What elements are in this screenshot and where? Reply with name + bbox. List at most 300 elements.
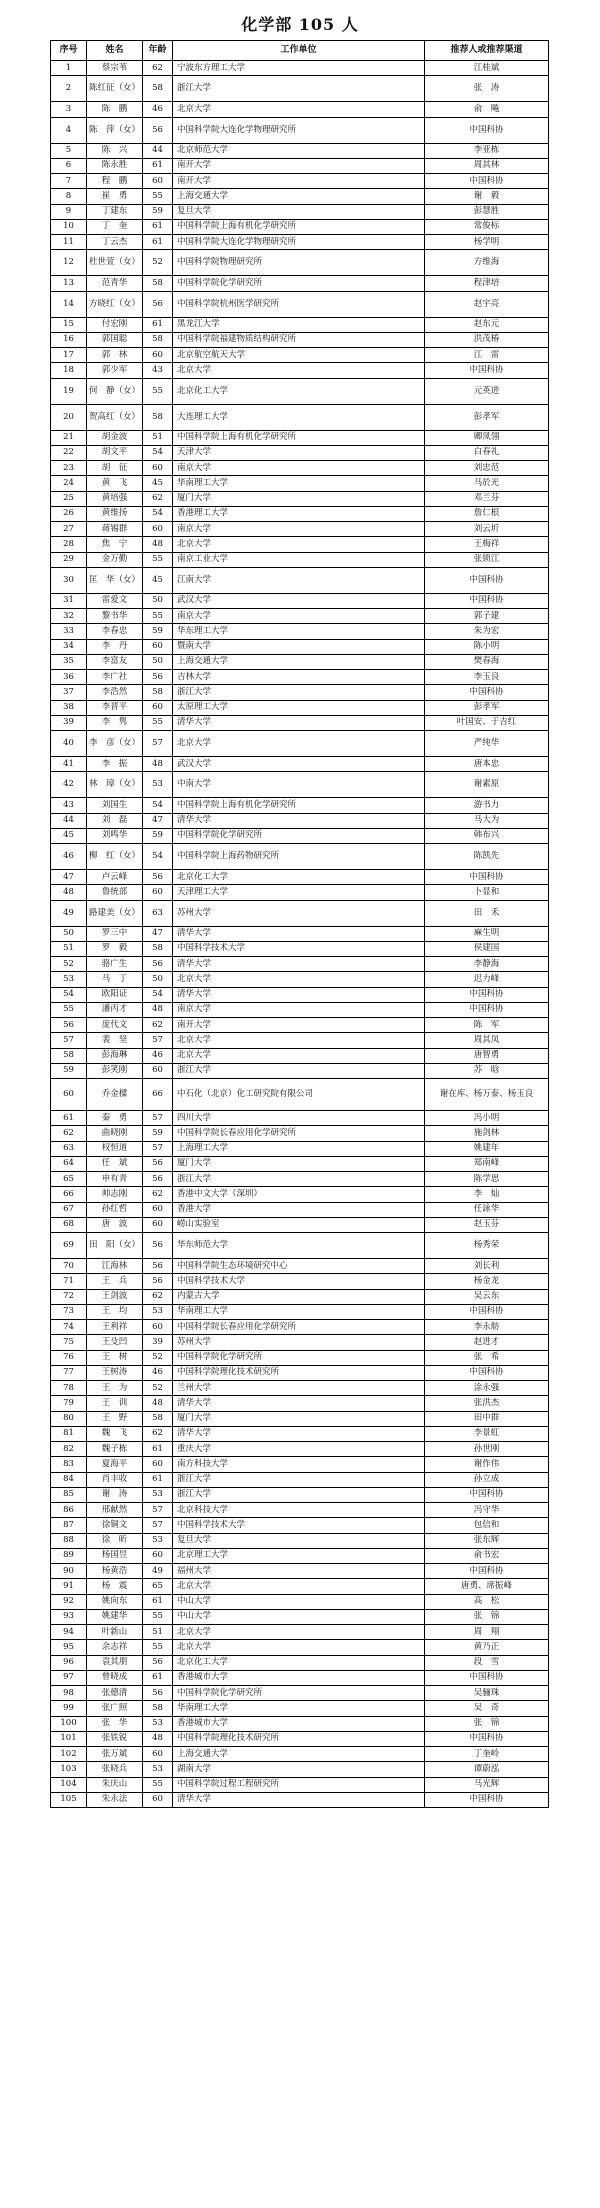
- cell-recommender: 方维海: [425, 250, 549, 276]
- cell-name: 刘 磊: [87, 813, 143, 828]
- cell-unit: 内蒙古大学: [173, 1289, 425, 1304]
- cell-recommender: 俞书宏: [425, 1548, 549, 1563]
- cell-unit: 清华大学: [173, 1396, 425, 1411]
- cell-age: 53: [143, 1716, 173, 1731]
- table-row: [51, 1503, 549, 1518]
- cell-recommender: 张 锦: [425, 1609, 549, 1624]
- table-row: [51, 1156, 549, 1171]
- cell-age: 66: [143, 1079, 173, 1111]
- cell-recommender: 韩布兴: [425, 828, 549, 843]
- header-unit: 工作单位: [173, 41, 425, 61]
- cell-unit: 宁波东方理工大学: [173, 61, 425, 76]
- table-row: [51, 363, 549, 378]
- table-row: [51, 654, 549, 669]
- cell-unit: 中国科学院化学研究所: [173, 1350, 425, 1365]
- table-row: [51, 972, 549, 987]
- cell-age: 57: [143, 1141, 173, 1156]
- cell-name: 徐铜文: [87, 1518, 143, 1533]
- cell-recommender: 中国科协: [425, 593, 549, 608]
- cell-index: 66: [51, 1187, 87, 1202]
- cell-recommender: 郑南峰: [425, 1156, 549, 1171]
- cell-index: 3: [51, 102, 87, 117]
- cell-unit: 苏州大学: [173, 900, 425, 926]
- cell-recommender: 彭孝军: [425, 404, 549, 430]
- cell-unit: 北京化工大学: [173, 378, 425, 404]
- cell-age: 48: [143, 1731, 173, 1746]
- table-row: [51, 772, 549, 798]
- cell-age: 59: [143, 1126, 173, 1141]
- cell-age: 56: [143, 957, 173, 972]
- cell-age: 58: [143, 76, 173, 102]
- cell-index: 43: [51, 798, 87, 813]
- table-row: [51, 813, 549, 828]
- cell-index: 35: [51, 654, 87, 669]
- cell-unit: 北京大学: [173, 731, 425, 757]
- cell-index: 23: [51, 461, 87, 476]
- cell-unit: 天津大学: [173, 445, 425, 460]
- cell-index: 93: [51, 1609, 87, 1624]
- cell-unit: 上海交通大学: [173, 654, 425, 669]
- table-row: [51, 1457, 549, 1472]
- cell-index: 49: [51, 900, 87, 926]
- cell-unit: 清华大学: [173, 926, 425, 941]
- cell-index: 16: [51, 332, 87, 347]
- cell-age: 53: [143, 1304, 173, 1319]
- cell-recommender: 叶国安、于吉红: [425, 715, 549, 730]
- cell-name: 崔 勇: [87, 189, 143, 204]
- cell-index: 48: [51, 885, 87, 900]
- cell-name: 黄维扬: [87, 506, 143, 521]
- cell-age: 50: [143, 593, 173, 608]
- cell-index: 54: [51, 987, 87, 1002]
- cell-age: 58: [143, 276, 173, 291]
- cell-index: 91: [51, 1579, 87, 1594]
- cell-index: 26: [51, 506, 87, 521]
- cell-unit: 中山大学: [173, 1594, 425, 1609]
- cell-recommender: 高 松: [425, 1594, 549, 1609]
- cell-unit: 厦门大学: [173, 491, 425, 506]
- cell-age: 56: [143, 1655, 173, 1670]
- cell-unit: 四川大学: [173, 1111, 425, 1126]
- cell-unit: 浙江大学: [173, 1487, 425, 1502]
- cell-name: 杨国昱: [87, 1548, 143, 1563]
- table-row: [51, 291, 549, 317]
- cell-recommender: 陈凯先: [425, 844, 549, 870]
- cell-recommender: 中国科协: [425, 987, 549, 1002]
- cell-name: 黄 飞: [87, 476, 143, 491]
- cell-index: 10: [51, 219, 87, 234]
- cell-index: 55: [51, 1002, 87, 1017]
- table-row: [51, 506, 549, 521]
- table-row: [51, 957, 549, 972]
- cell-recommender: 中国科协: [425, 685, 549, 700]
- cell-index: 101: [51, 1731, 87, 1746]
- cell-name: 袁其朋: [87, 1655, 143, 1670]
- cell-index: 34: [51, 639, 87, 654]
- cell-name: 王 均: [87, 1304, 143, 1319]
- cell-age: 60: [143, 1202, 173, 1217]
- cell-index: 51: [51, 941, 87, 956]
- cell-age: 62: [143, 1426, 173, 1441]
- cell-age: 55: [143, 552, 173, 567]
- cell-unit: 吉林大学: [173, 670, 425, 685]
- cell-age: 55: [143, 1609, 173, 1624]
- cell-age: 65: [143, 1579, 173, 1594]
- cell-age: 51: [143, 430, 173, 445]
- cell-unit: 北京科技大学: [173, 1503, 425, 1518]
- cell-index: 97: [51, 1670, 87, 1685]
- cell-name: 付宏刚: [87, 317, 143, 332]
- cell-index: 70: [51, 1259, 87, 1274]
- cell-unit: 南京大学: [173, 461, 425, 476]
- cell-age: 53: [143, 772, 173, 798]
- table-row: [51, 537, 549, 552]
- cell-name: 雷爱文: [87, 593, 143, 608]
- table-row: [51, 715, 549, 730]
- cell-unit: 中国科学院福建物质结构研究所: [173, 332, 425, 347]
- cell-name: 李广社: [87, 670, 143, 685]
- cell-name: 郭 林: [87, 348, 143, 363]
- cell-index: 86: [51, 1503, 87, 1518]
- cell-recommender: 程津培: [425, 276, 549, 291]
- cell-recommender: 黄乃正: [425, 1640, 549, 1655]
- cell-age: 53: [143, 1487, 173, 1502]
- cell-unit: 北京航空航天大学: [173, 348, 425, 363]
- cell-recommender: 江 雷: [425, 348, 549, 363]
- cell-index: 4: [51, 117, 87, 143]
- cell-recommender: 杨秀荣: [425, 1233, 549, 1259]
- cell-name: 魏 飞: [87, 1426, 143, 1441]
- cell-name: 邢献然: [87, 1503, 143, 1518]
- cell-index: 9: [51, 204, 87, 219]
- cell-age: 61: [143, 158, 173, 173]
- cell-unit: 北京化工大学: [173, 870, 425, 885]
- cell-index: 29: [51, 552, 87, 567]
- cell-unit: 中国科学院长春应用化学研究所: [173, 1126, 425, 1141]
- cell-age: 56: [143, 1274, 173, 1289]
- cell-recommender: 陈学思: [425, 1172, 549, 1187]
- cell-unit: 武汉大学: [173, 593, 425, 608]
- cell-recommender: 孙世刚: [425, 1442, 549, 1457]
- table-row: [51, 1274, 549, 1289]
- cell-recommender: 卿凤翎: [425, 430, 549, 445]
- cell-age: 47: [143, 926, 173, 941]
- cell-index: 105: [51, 1792, 87, 1807]
- cell-name: 任 斌: [87, 1156, 143, 1171]
- cell-unit: 苏州大学: [173, 1335, 425, 1350]
- cell-recommender: 杨学明: [425, 235, 549, 250]
- cell-age: 60: [143, 1747, 173, 1762]
- cell-recommender: 冯守华: [425, 1503, 549, 1518]
- cell-age: 60: [143, 1320, 173, 1335]
- cell-name: 张铁锐: [87, 1731, 143, 1746]
- cell-index: 11: [51, 235, 87, 250]
- cell-name: 江海林: [87, 1259, 143, 1274]
- cell-unit: 上海理工大学: [173, 1141, 425, 1156]
- cell-recommender: 马大为: [425, 813, 549, 828]
- cell-age: 51: [143, 1625, 173, 1640]
- cell-unit: 北京大学: [173, 102, 425, 117]
- cell-age: 60: [143, 461, 173, 476]
- cell-age: 56: [143, 117, 173, 143]
- cell-name: 王 为: [87, 1381, 143, 1396]
- cell-recommender: 周其林: [425, 158, 549, 173]
- cell-unit: 中国科学院上海有机化学研究所: [173, 219, 425, 234]
- cell-index: 83: [51, 1457, 87, 1472]
- cell-age: 57: [143, 731, 173, 757]
- cell-index: 87: [51, 1518, 87, 1533]
- cell-name: 权恒道: [87, 1141, 143, 1156]
- header-name: 姓名: [87, 41, 143, 61]
- cell-unit: 南京大学: [173, 1002, 425, 1017]
- cell-unit: 中国科学院化学研究所: [173, 276, 425, 291]
- table-row: [51, 1079, 549, 1111]
- cell-age: 59: [143, 204, 173, 219]
- cell-name: 张万斌: [87, 1747, 143, 1762]
- cell-index: 94: [51, 1625, 87, 1640]
- cell-unit: 中国科学院上海药物研究所: [173, 844, 425, 870]
- cell-name: 卢云峰: [87, 870, 143, 885]
- table-row: [51, 1716, 549, 1731]
- table-row: [51, 317, 549, 332]
- table-row: [51, 117, 549, 143]
- cell-age: 62: [143, 491, 173, 506]
- cell-recommender: 吴 奇: [425, 1701, 549, 1716]
- cell-name: 乔金樑: [87, 1079, 143, 1111]
- candidate-table: [50, 40, 549, 1808]
- cell-recommender: 詹仁根: [425, 506, 549, 521]
- table-body: [51, 61, 549, 1808]
- cell-index: 1: [51, 61, 87, 76]
- cell-recommender: 迟力峰: [425, 972, 549, 987]
- cell-unit: 中国科学院大连化学物理研究所: [173, 235, 425, 250]
- cell-name: 张广照: [87, 1701, 143, 1716]
- cell-unit: 天津理工大学: [173, 885, 425, 900]
- cell-recommender: 中国科协: [425, 1002, 549, 1017]
- header-age: 年龄: [143, 41, 173, 61]
- cell-age: 56: [143, 291, 173, 317]
- cell-recommender: 李玉良: [425, 670, 549, 685]
- cell-recommender: 中国科协: [425, 567, 549, 593]
- cell-age: 59: [143, 624, 173, 639]
- cell-index: 24: [51, 476, 87, 491]
- cell-unit: 华南理工大学: [173, 1701, 425, 1716]
- cell-index: 57: [51, 1033, 87, 1048]
- cell-recommender: 唐本忠: [425, 757, 549, 772]
- cell-age: 53: [143, 1533, 173, 1548]
- cell-age: 57: [143, 1518, 173, 1533]
- cell-recommender: 张锁江: [425, 552, 549, 567]
- cell-index: 42: [51, 772, 87, 798]
- cell-unit: 中国科学技术大学: [173, 1274, 425, 1289]
- cell-name: 张德清: [87, 1686, 143, 1701]
- cell-name: 程 鹏: [87, 174, 143, 189]
- cell-name: 陈 兴: [87, 143, 143, 158]
- page-title: 化学部 105 人: [241, 15, 359, 34]
- cell-unit: 中国科学院上海有机化学研究所: [173, 430, 425, 445]
- cell-index: 41: [51, 757, 87, 772]
- cell-index: 30: [51, 567, 87, 593]
- cell-recommender: 姚建年: [425, 1141, 549, 1156]
- table-row: [51, 1381, 549, 1396]
- cell-age: 58: [143, 404, 173, 430]
- cell-unit: 南京大学: [173, 609, 425, 624]
- cell-recommender: 俞 飚: [425, 102, 549, 117]
- cell-unit: 中石化（北京）化工研究院有限公司: [173, 1079, 425, 1111]
- cell-name: 田 阳（女）: [87, 1233, 143, 1259]
- cell-age: 45: [143, 476, 173, 491]
- cell-age: 58: [143, 1411, 173, 1426]
- table-row: [51, 844, 549, 870]
- cell-index: 81: [51, 1426, 87, 1441]
- cell-age: 61: [143, 235, 173, 250]
- cell-age: 39: [143, 1335, 173, 1350]
- cell-name: 朱永法: [87, 1792, 143, 1807]
- cell-unit: 中国科学院化学研究所: [173, 1686, 425, 1701]
- cell-unit: 复旦大学: [173, 204, 425, 219]
- table-row: [51, 522, 549, 537]
- cell-unit: 武汉大学: [173, 757, 425, 772]
- cell-recommender: 谢 毅: [425, 189, 549, 204]
- cell-unit: 南京大学: [173, 522, 425, 537]
- cell-name: 刘鸣华: [87, 828, 143, 843]
- table-row: [51, 1033, 549, 1048]
- table-row: [51, 1187, 549, 1202]
- table-row: [51, 1018, 549, 1033]
- cell-recommender: 常俊标: [425, 219, 549, 234]
- cell-age: 56: [143, 1259, 173, 1274]
- cell-age: 54: [143, 445, 173, 460]
- cell-unit: 香港中文大学（深圳）: [173, 1187, 425, 1202]
- table-row: [51, 1518, 549, 1533]
- table-row: [51, 987, 549, 1002]
- table-row: [51, 102, 549, 117]
- cell-recommender: 李亚栋: [425, 143, 549, 158]
- cell-index: 85: [51, 1487, 87, 1502]
- cell-index: 52: [51, 957, 87, 972]
- cell-age: 62: [143, 61, 173, 76]
- cell-age: 46: [143, 102, 173, 117]
- cell-recommender: 元英进: [425, 378, 549, 404]
- cell-age: 46: [143, 1048, 173, 1063]
- cell-unit: 清华大学: [173, 957, 425, 972]
- cell-recommender: 任詠华: [425, 1202, 549, 1217]
- cell-index: 59: [51, 1063, 87, 1078]
- cell-recommender: 刘云圻: [425, 522, 549, 537]
- cell-index: 17: [51, 348, 87, 363]
- cell-name: 李 彦（女）: [87, 731, 143, 757]
- cell-unit: 上海交通大学: [173, 1747, 425, 1762]
- cell-unit: 福州大学: [173, 1564, 425, 1579]
- cell-recommender: 中国科协: [425, 1670, 549, 1685]
- cell-index: 69: [51, 1233, 87, 1259]
- cell-index: 15: [51, 317, 87, 332]
- cell-index: 102: [51, 1747, 87, 1762]
- cell-name: 丁建东: [87, 204, 143, 219]
- cell-index: 39: [51, 715, 87, 730]
- cell-name: 王树涛: [87, 1365, 143, 1380]
- cell-unit: 中国科学院物理研究所: [173, 250, 425, 276]
- cell-name: 叶新山: [87, 1625, 143, 1640]
- cell-unit: 厦门大学: [173, 1156, 425, 1171]
- cell-unit: 湖南大学: [173, 1762, 425, 1777]
- cell-index: 68: [51, 1217, 87, 1232]
- cell-index: 82: [51, 1442, 87, 1457]
- cell-index: 63: [51, 1141, 87, 1156]
- cell-age: 55: [143, 189, 173, 204]
- cell-age: 52: [143, 250, 173, 276]
- cell-name: 胡文平: [87, 445, 143, 460]
- cell-index: 90: [51, 1564, 87, 1579]
- cell-index: 8: [51, 189, 87, 204]
- table-row: [51, 404, 549, 430]
- table-row: [51, 1202, 549, 1217]
- cell-recommender: 施剑林: [425, 1126, 549, 1141]
- cell-name: 秦 勇: [87, 1111, 143, 1126]
- table-row: [51, 1442, 549, 1457]
- cell-age: 56: [143, 670, 173, 685]
- cell-unit: 南开大学: [173, 1018, 425, 1033]
- table-row: [51, 757, 549, 772]
- table-row: [51, 870, 549, 885]
- cell-age: 56: [143, 1156, 173, 1171]
- cell-recommender: 中国科协: [425, 174, 549, 189]
- table-row: [51, 1686, 549, 1701]
- cell-name: 胡金波: [87, 430, 143, 445]
- cell-index: 75: [51, 1335, 87, 1350]
- cell-index: 13: [51, 276, 87, 291]
- cell-name: 曲晓刚: [87, 1126, 143, 1141]
- cell-index: 36: [51, 670, 87, 685]
- cell-unit: 中国科学院上海有机化学研究所: [173, 798, 425, 813]
- table-row: [51, 378, 549, 404]
- cell-recommender: 张洪杰: [425, 1396, 549, 1411]
- table-row: [51, 885, 549, 900]
- cell-unit: 南开大学: [173, 174, 425, 189]
- cell-age: 57: [143, 1111, 173, 1126]
- table-row: [51, 1350, 549, 1365]
- table-row: [51, 430, 549, 445]
- table-row: [51, 1701, 549, 1716]
- table-row: [51, 926, 549, 941]
- cell-unit: 北京大学: [173, 1640, 425, 1655]
- cell-name: 裴 坚: [87, 1033, 143, 1048]
- cell-unit: 清华大学: [173, 987, 425, 1002]
- table-row: [51, 593, 549, 608]
- cell-unit: 崂山实验室: [173, 1217, 425, 1232]
- cell-name: 方晓红（女）: [87, 291, 143, 317]
- cell-recommender: 段 雪: [425, 1655, 549, 1670]
- cell-unit: 中国科学院过程工程研究所: [173, 1777, 425, 1792]
- cell-recommender: 张 锦: [425, 1716, 549, 1731]
- cell-name: 路建美（女）: [87, 900, 143, 926]
- cell-index: 18: [51, 363, 87, 378]
- cell-age: 61: [143, 1442, 173, 1457]
- table-row: [51, 1670, 549, 1685]
- cell-index: 5: [51, 143, 87, 158]
- table-row: [51, 1609, 549, 1624]
- cell-unit: 暨南大学: [173, 639, 425, 654]
- cell-age: 46: [143, 1365, 173, 1380]
- cell-unit: 中南大学: [173, 772, 425, 798]
- cell-unit: 中山大学: [173, 1609, 425, 1624]
- cell-unit: 北京大学: [173, 1033, 425, 1048]
- cell-index: 79: [51, 1396, 87, 1411]
- table-row: [51, 1579, 549, 1594]
- cell-recommender: 中国科协: [425, 363, 549, 378]
- cell-recommender: 唐智勇: [425, 1048, 549, 1063]
- cell-index: 100: [51, 1716, 87, 1731]
